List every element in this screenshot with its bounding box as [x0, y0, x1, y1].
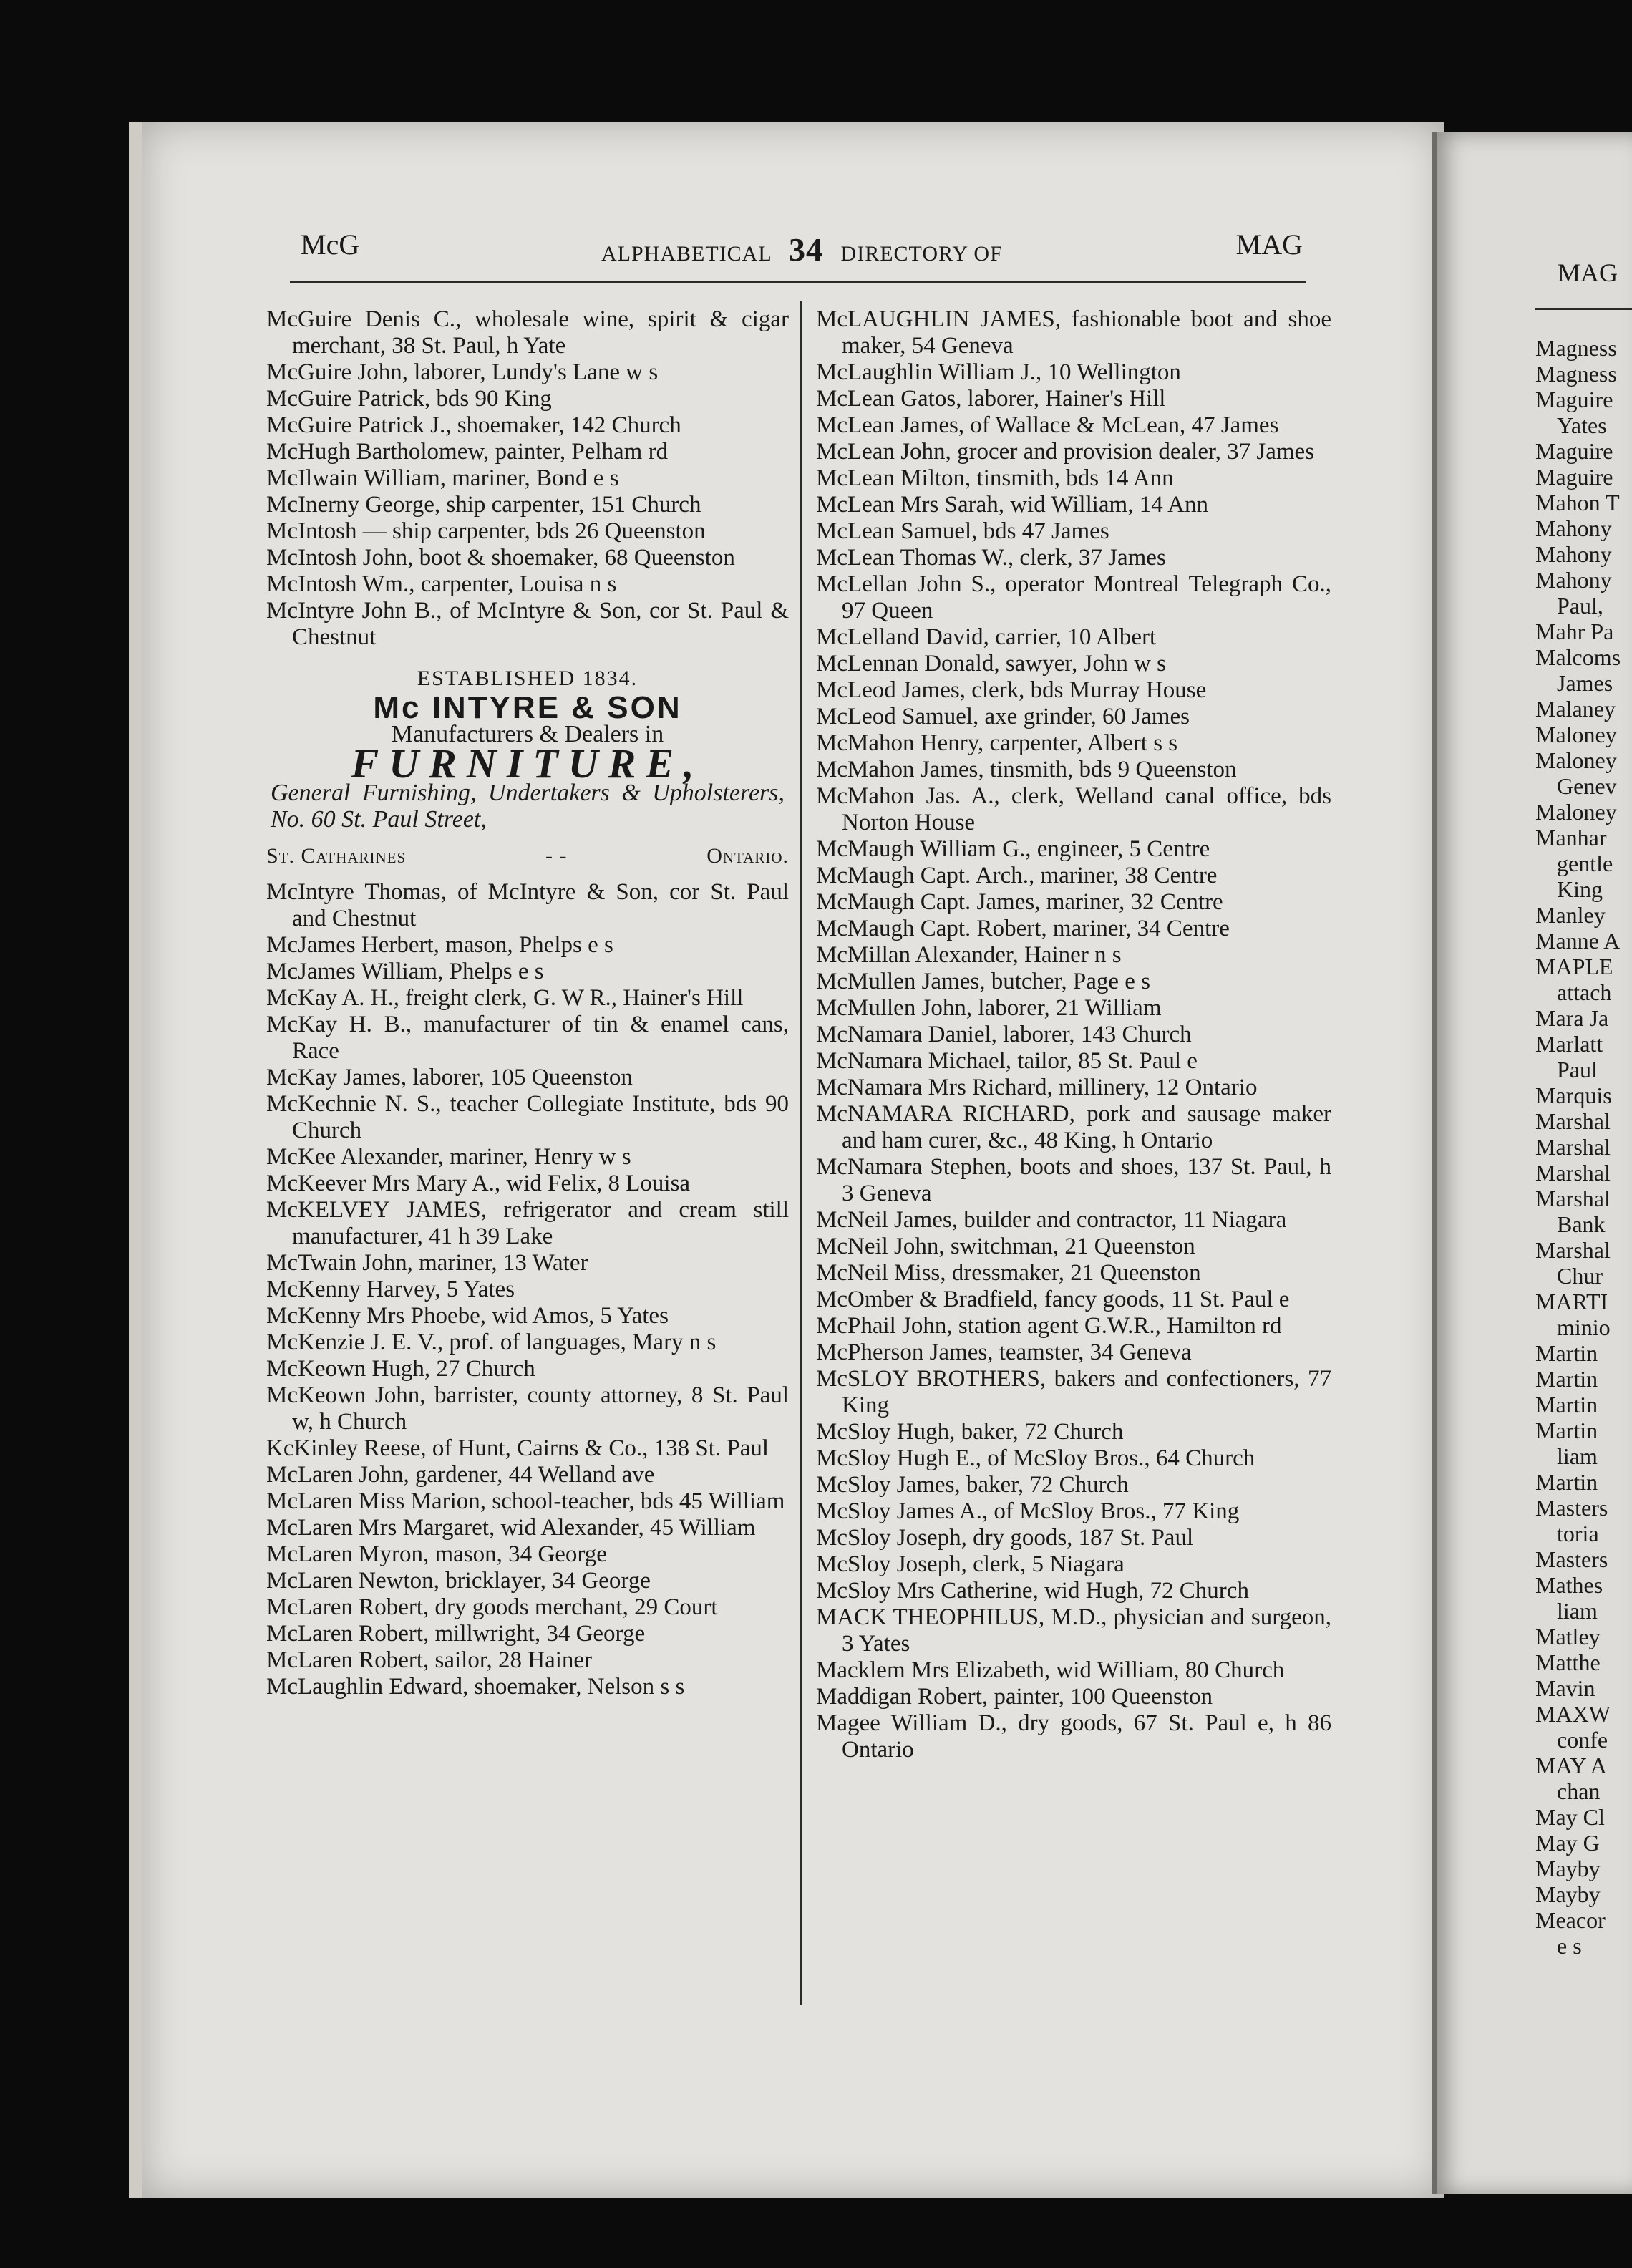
- right-page-column: [1535, 335, 1632, 1959]
- right-page-entry: Martin: [1535, 1392, 1598, 1418]
- directory-entry: McTwain John, mariner, 13 Water: [266, 1250, 588, 1276]
- directory-entry: McLean Milton, tinsmith, bds 14 Ann: [816, 465, 1174, 491]
- right-page-entry: Martin: [1535, 1418, 1598, 1443]
- directory-entry: McPhail John, station agent G.W.R., Hamilton rd: [816, 1313, 1282, 1339]
- directory-entry: McNamara Stephen, boots and shoes, 137 St. Paul, h 3 Geneva: [816, 1154, 1331, 1206]
- directory-entry: McHugh Bartholomew, painter, Pelham rd: [266, 439, 669, 465]
- directory-entry: Maddigan Robert, painter, 100 Queenston: [816, 1684, 1213, 1710]
- directory-entry: McGuire Patrick, bds 90 King: [266, 386, 552, 412]
- right-page-entry: Marlatt: [1535, 1031, 1603, 1057]
- directory-entry: McOmber & Bradfield, fancy goods, 11 St. Paul e: [816, 1286, 1290, 1312]
- right-page-entry: Masters: [1535, 1495, 1608, 1521]
- right-page-entry: Martin: [1535, 1340, 1598, 1366]
- directory-entry: McLaren Robert, dry goods merchant, 29 Court: [266, 1594, 718, 1620]
- directory-entry: McNamara Mrs Richard, millinery, 12 Ontario: [816, 1075, 1258, 1100]
- directory-entry: McLeod James, clerk, bds Murray House: [816, 677, 1207, 703]
- directory-entry: McLaren Myron, mason, 34 George: [266, 1541, 607, 1567]
- directory-entry: McInerny George, ship carpenter, 151 Church: [266, 492, 701, 518]
- right-page-entry: MAY A: [1535, 1753, 1607, 1778]
- directory-entry: McGuire Patrick J., shoemaker, 142 Church: [266, 412, 681, 438]
- right-page-entry: gentle: [1557, 850, 1613, 876]
- directory-entry: McKay H. B., manufacturer of tin & enamel cans, Race: [266, 1012, 789, 1064]
- directory-entry: McKeown Hugh, 27 Church: [266, 1356, 535, 1382]
- ad-province: Ontario.: [706, 844, 789, 868]
- directory-entry: McKeever Mrs Mary A., wid Felix, 8 Louisa: [266, 1171, 691, 1196]
- ad-established: ESTABLISHED 1834.: [417, 667, 638, 690]
- page-header: [301, 228, 1303, 271]
- header-center: [601, 231, 1003, 268]
- right-page-entry: May Cl: [1535, 1804, 1605, 1830]
- directory-entry: McIntosh Wm., carpenter, Louisa n s: [266, 571, 617, 597]
- right-page-entry: Marshal: [1535, 1108, 1611, 1134]
- right-page-entry: Matley: [1535, 1624, 1601, 1649]
- left-entries-2: [266, 879, 789, 1700]
- directory-entry: McKenzie J. E. V., prof. of languages, Mary n s: [266, 1329, 717, 1355]
- directory-entry: McKELVEY JAMES, refrigerator and cream still manufacturer, 41 h 39 Lake: [266, 1197, 789, 1249]
- right-page-entry: James: [1557, 670, 1613, 696]
- right-page-entry: Paul: [1557, 1057, 1598, 1082]
- ad-firm-name: Mc INTYRE & SON: [373, 690, 682, 725]
- directory-entry: McPherson James, teamster, 34 Geneva: [816, 1339, 1192, 1365]
- directory-entry: McIntosh — ship carpenter, bds 26 Queenston: [266, 518, 706, 544]
- header-center-post: DIRECTORY OF: [840, 242, 1003, 266]
- directory-entry: McJames William, Phelps e s: [266, 959, 544, 984]
- right-page-entry: Maguire: [1535, 387, 1613, 412]
- directory-entry: McSloy James, baker, 72 Church: [816, 1472, 1129, 1498]
- directory-entry: McMullen James, butcher, Page e s: [816, 969, 1150, 994]
- right-page-entry: Manhar: [1535, 825, 1607, 850]
- directory-entry: McKeown John, barrister, county attorney, 8 St. Paul w, h Church: [266, 1382, 789, 1435]
- right-page-entry: Magness: [1535, 361, 1617, 387]
- right-page-entry: Mahony: [1535, 567, 1612, 593]
- directory-entry: McNeil James, builder and contractor, 11 Niagara: [816, 1207, 1287, 1233]
- directory-entry: KcKinley Reese, of Hunt, Cairns & Co., 138 St. Paul: [266, 1435, 769, 1461]
- right-page-entry: Mahony: [1535, 515, 1612, 541]
- directory-entry: McLeod Samuel, axe grinder, 60 James: [816, 704, 1190, 730]
- directory-entry: McLAUGHLIN JAMES, fashionable boot and shoe maker, 54 Geneva: [816, 306, 1331, 359]
- directory-entry: McLaren Mrs Margaret, wid Alexander, 45 William: [266, 1515, 756, 1541]
- column-divider: [800, 301, 802, 2005]
- directory-entry: McKechnie N. S., teacher Collegiate Institute, bds 90 Church: [266, 1091, 789, 1143]
- directory-entry: McIlwain William, mariner, Bond e s: [266, 465, 619, 491]
- right-page-entry: Maloney: [1535, 722, 1617, 747]
- header-left: McG: [301, 228, 360, 261]
- directory-entry: McMaugh Capt. Arch., mariner, 38 Centre: [816, 863, 1218, 888]
- directory-entry: McLean Samuel, bds 47 James: [816, 518, 1109, 544]
- right-page-entry: MAXW: [1535, 1701, 1611, 1727]
- directory-entry: McSloy James A., of McSloy Bros., 77 King: [816, 1498, 1240, 1524]
- right-page-entry: Mayby: [1535, 1856, 1601, 1881]
- right-page-entry: Martin: [1535, 1366, 1598, 1392]
- directory-entry: McLean John, grocer and provision dealer, 37 James: [816, 439, 1315, 465]
- header-right: MAG: [1235, 228, 1303, 261]
- right-page-entry: Malaney: [1535, 696, 1616, 722]
- right-page-entry: Manley: [1535, 902, 1606, 928]
- page-number: 34: [789, 231, 824, 268]
- right-page-header: MAG: [1558, 258, 1618, 287]
- directory-entry: McSloy Joseph, dry goods, 187 St. Paul: [816, 1525, 1194, 1551]
- directory-entry: McMullen John, laborer, 21 William: [816, 995, 1162, 1021]
- directory-entry: McNamara Michael, tailor, 85 St. Paul e: [816, 1048, 1198, 1074]
- ad-location: [266, 843, 789, 869]
- right-page-rule: [1535, 308, 1632, 310]
- right-page-entry: Maloney: [1535, 747, 1617, 773]
- right-page-entry: Magness: [1535, 335, 1617, 361]
- directory-entry: McLellan John S., operator Montreal Telegraph Co., 97 Queen: [816, 571, 1331, 624]
- directory-entry: McKay James, laborer, 105 Queenston: [266, 1065, 633, 1090]
- directory-entry: McSloy Hugh E., of McSloy Bros., 64 Church: [816, 1445, 1255, 1471]
- directory-entry: McLennan Donald, sawyer, John w s: [816, 651, 1166, 677]
- directory-entry: McIntyre Thomas, of McIntyre & Son, cor St. Paul and Chestnut: [266, 879, 789, 931]
- directory-entry: McLean Gatos, laborer, Hainer's Hill: [816, 386, 1166, 412]
- right-page-entry: Masters: [1535, 1546, 1608, 1572]
- directory-entry: McNamara Daniel, laborer, 143 Church: [816, 1022, 1192, 1047]
- directory-entry: McNAMARA RICHARD, pork and sausage maker and ham curer, &c., 48 King, h Ontario: [816, 1101, 1331, 1153]
- ad-dashes: - -: [545, 844, 568, 868]
- right-page-entry: Manne A: [1535, 928, 1621, 954]
- directory-entry: McLaren Newton, bricklayer, 34 George: [266, 1568, 651, 1594]
- right-page-entry: Mahon T: [1535, 490, 1620, 515]
- right-page-entry: Chur: [1557, 1263, 1603, 1289]
- directory-entry: McLaughlin Edward, shoemaker, Nelson s s: [266, 1674, 685, 1700]
- right-entries: [816, 306, 1331, 1763]
- directory-entry: McGuire John, laborer, Lundy's Lane w s: [266, 359, 659, 385]
- directory-entry: McMahon Jas. A., clerk, Welland canal office, bds Norton House: [816, 783, 1331, 835]
- right-page-entry: MAPLE: [1535, 954, 1613, 979]
- directory-entry: McLaren Robert, millwright, 34 George: [266, 1621, 646, 1647]
- directory-entry: McSloy Hugh, baker, 72 Church: [816, 1419, 1124, 1445]
- right-page-entry: Meacor: [1535, 1907, 1606, 1933]
- directory-entry: McLean James, of Wallace & McLean, 47 James: [816, 412, 1279, 438]
- directory-entry: Magee William D., dry goods, 67 St. Paul e, h 86 Ontario: [816, 1710, 1331, 1763]
- directory-entry: McNeil John, switchman, 21 Queenston: [816, 1234, 1195, 1259]
- advertisement: [266, 665, 789, 869]
- right-column: [816, 306, 1331, 1763]
- right-page-entry: Bank: [1557, 1211, 1606, 1237]
- ad-headline: FURNITURE,: [351, 740, 704, 787]
- directory-entry: McSloy Mrs Catherine, wid Hugh, 72 Church: [816, 1578, 1249, 1604]
- directory-entry: McKenny Harvey, 5 Yates: [266, 1276, 515, 1302]
- directory-entry: McKenny Mrs Phoebe, wid Amos, 5 Yates: [266, 1303, 669, 1329]
- right-page-entry: Martin: [1535, 1469, 1598, 1495]
- right-page-entry: Maguire: [1535, 464, 1613, 490]
- directory-entry: McMaugh William G., engineer, 5 Centre: [816, 836, 1210, 862]
- directory-entry: McLaren John, gardener, 44 Welland ave: [266, 1462, 655, 1488]
- right-page-entry: Marshal: [1535, 1186, 1611, 1211]
- right-page-entry: Mayby: [1535, 1881, 1601, 1907]
- directory-entry: McKee Alexander, mariner, Henry w s: [266, 1144, 631, 1170]
- directory-entry: Macklem Mrs Elizabeth, wid William, 80 Church: [816, 1657, 1285, 1683]
- right-page-entry: Genev: [1557, 773, 1617, 799]
- directory-entry: McLelland David, carrier, 10 Albert: [816, 624, 1157, 650]
- ad-description: General Furnishing, Undertakers & Upholsterers, No. 60 St. Paul Street,: [271, 780, 785, 833]
- ad-subtitle: Manufacturers & Dealers in: [391, 721, 664, 747]
- right-page-entry: Malcoms: [1535, 644, 1621, 670]
- right-page-entry: chan: [1557, 1778, 1601, 1804]
- right-page-entry: MARTI: [1535, 1289, 1608, 1314]
- directory-entry: McMahon Henry, carpenter, Albert s s: [816, 730, 1178, 756]
- directory-entry: McIntyre John B., of McIntyre & Son, cor St. Paul & Chestnut: [266, 598, 789, 650]
- right-page-entry: Maguire: [1535, 438, 1613, 464]
- right-page-entry: toria: [1557, 1521, 1599, 1546]
- right-page-entry: Yates: [1557, 412, 1607, 438]
- directory-entry: MACK THEOPHILUS, M.D., physician and surgeon, 3 Yates: [816, 1604, 1331, 1657]
- directory-entry: McSloy Joseph, clerk, 5 Niagara: [816, 1551, 1125, 1577]
- directory-entry: McIntosh John, boot & shoemaker, 68 Queenston: [266, 545, 735, 571]
- directory-entry: McMaugh Capt. Robert, mariner, 34 Centre: [816, 916, 1230, 941]
- right-page-entry: confe: [1557, 1727, 1608, 1753]
- header-center-pre: ALPHABETICAL: [601, 242, 772, 266]
- directory-entry: McLaren Miss Marion, school-teacher, bds 45 William: [266, 1488, 785, 1514]
- right-page-entry: attach: [1557, 979, 1612, 1005]
- right-page-entry: minio: [1557, 1314, 1611, 1340]
- directory-entry: McMillan Alexander, Hainer n s: [816, 942, 1122, 968]
- left-column: [266, 306, 789, 1700]
- right-page-entry: Matthe: [1535, 1649, 1601, 1675]
- right-page-entry: Marshal: [1535, 1160, 1611, 1186]
- directory-entry: McJames Herbert, mason, Phelps e s: [266, 932, 613, 958]
- directory-entry: McLean Mrs Sarah, wid William, 14 Ann: [816, 492, 1208, 518]
- right-page-entry: Mathes: [1535, 1572, 1603, 1598]
- right-page-entry: liam: [1557, 1598, 1598, 1624]
- directory-entry: McGuire Denis C., wholesale wine, spirit & cigar merchant, 38 St. Paul, h Yate: [266, 306, 789, 359]
- right-page-entry: e s: [1557, 1933, 1582, 1959]
- right-page-entry: May G: [1535, 1830, 1600, 1856]
- directory-entry: McLean Thomas W., clerk, 37 James: [816, 545, 1166, 571]
- directory-entry: McMahon James, tinsmith, bds 9 Queenston: [816, 757, 1237, 782]
- right-page-entry: liam: [1557, 1443, 1598, 1469]
- right-page-entry: Marquis: [1535, 1082, 1612, 1108]
- header-rule: [290, 281, 1306, 283]
- right-page-entry: Paul,: [1557, 593, 1603, 619]
- directory-entry: McNeil Miss, dressmaker, 21 Queenston: [816, 1260, 1201, 1286]
- directory-entry: McMaugh Capt. James, mariner, 32 Centre: [816, 889, 1223, 915]
- directory-entry: McSLOY BROTHERS, bakers and confectioners, 77 King: [816, 1366, 1331, 1418]
- directory-entry: McLaughlin William J., 10 Wellington: [816, 359, 1181, 385]
- right-page-entry: King: [1557, 876, 1603, 902]
- right-page-entry: Mahr Pa: [1535, 619, 1614, 644]
- right-page-entry: Marshal: [1535, 1134, 1611, 1160]
- right-page-entry: Mara Ja: [1535, 1005, 1609, 1031]
- ad-city: St. Catharines: [266, 844, 407, 868]
- directory-entry: McKay A. H., freight clerk, G. W R., Hainer's Hill: [266, 985, 744, 1011]
- right-page-entry: Maloney: [1535, 799, 1617, 825]
- right-page-entry: Mahony: [1535, 541, 1612, 567]
- right-page-entry: Marshal: [1535, 1237, 1611, 1263]
- left-entries-1: [266, 306, 789, 651]
- directory-entry: McLaren Robert, sailor, 28 Hainer: [266, 1647, 593, 1673]
- right-page-entry: Mavin: [1535, 1675, 1595, 1701]
